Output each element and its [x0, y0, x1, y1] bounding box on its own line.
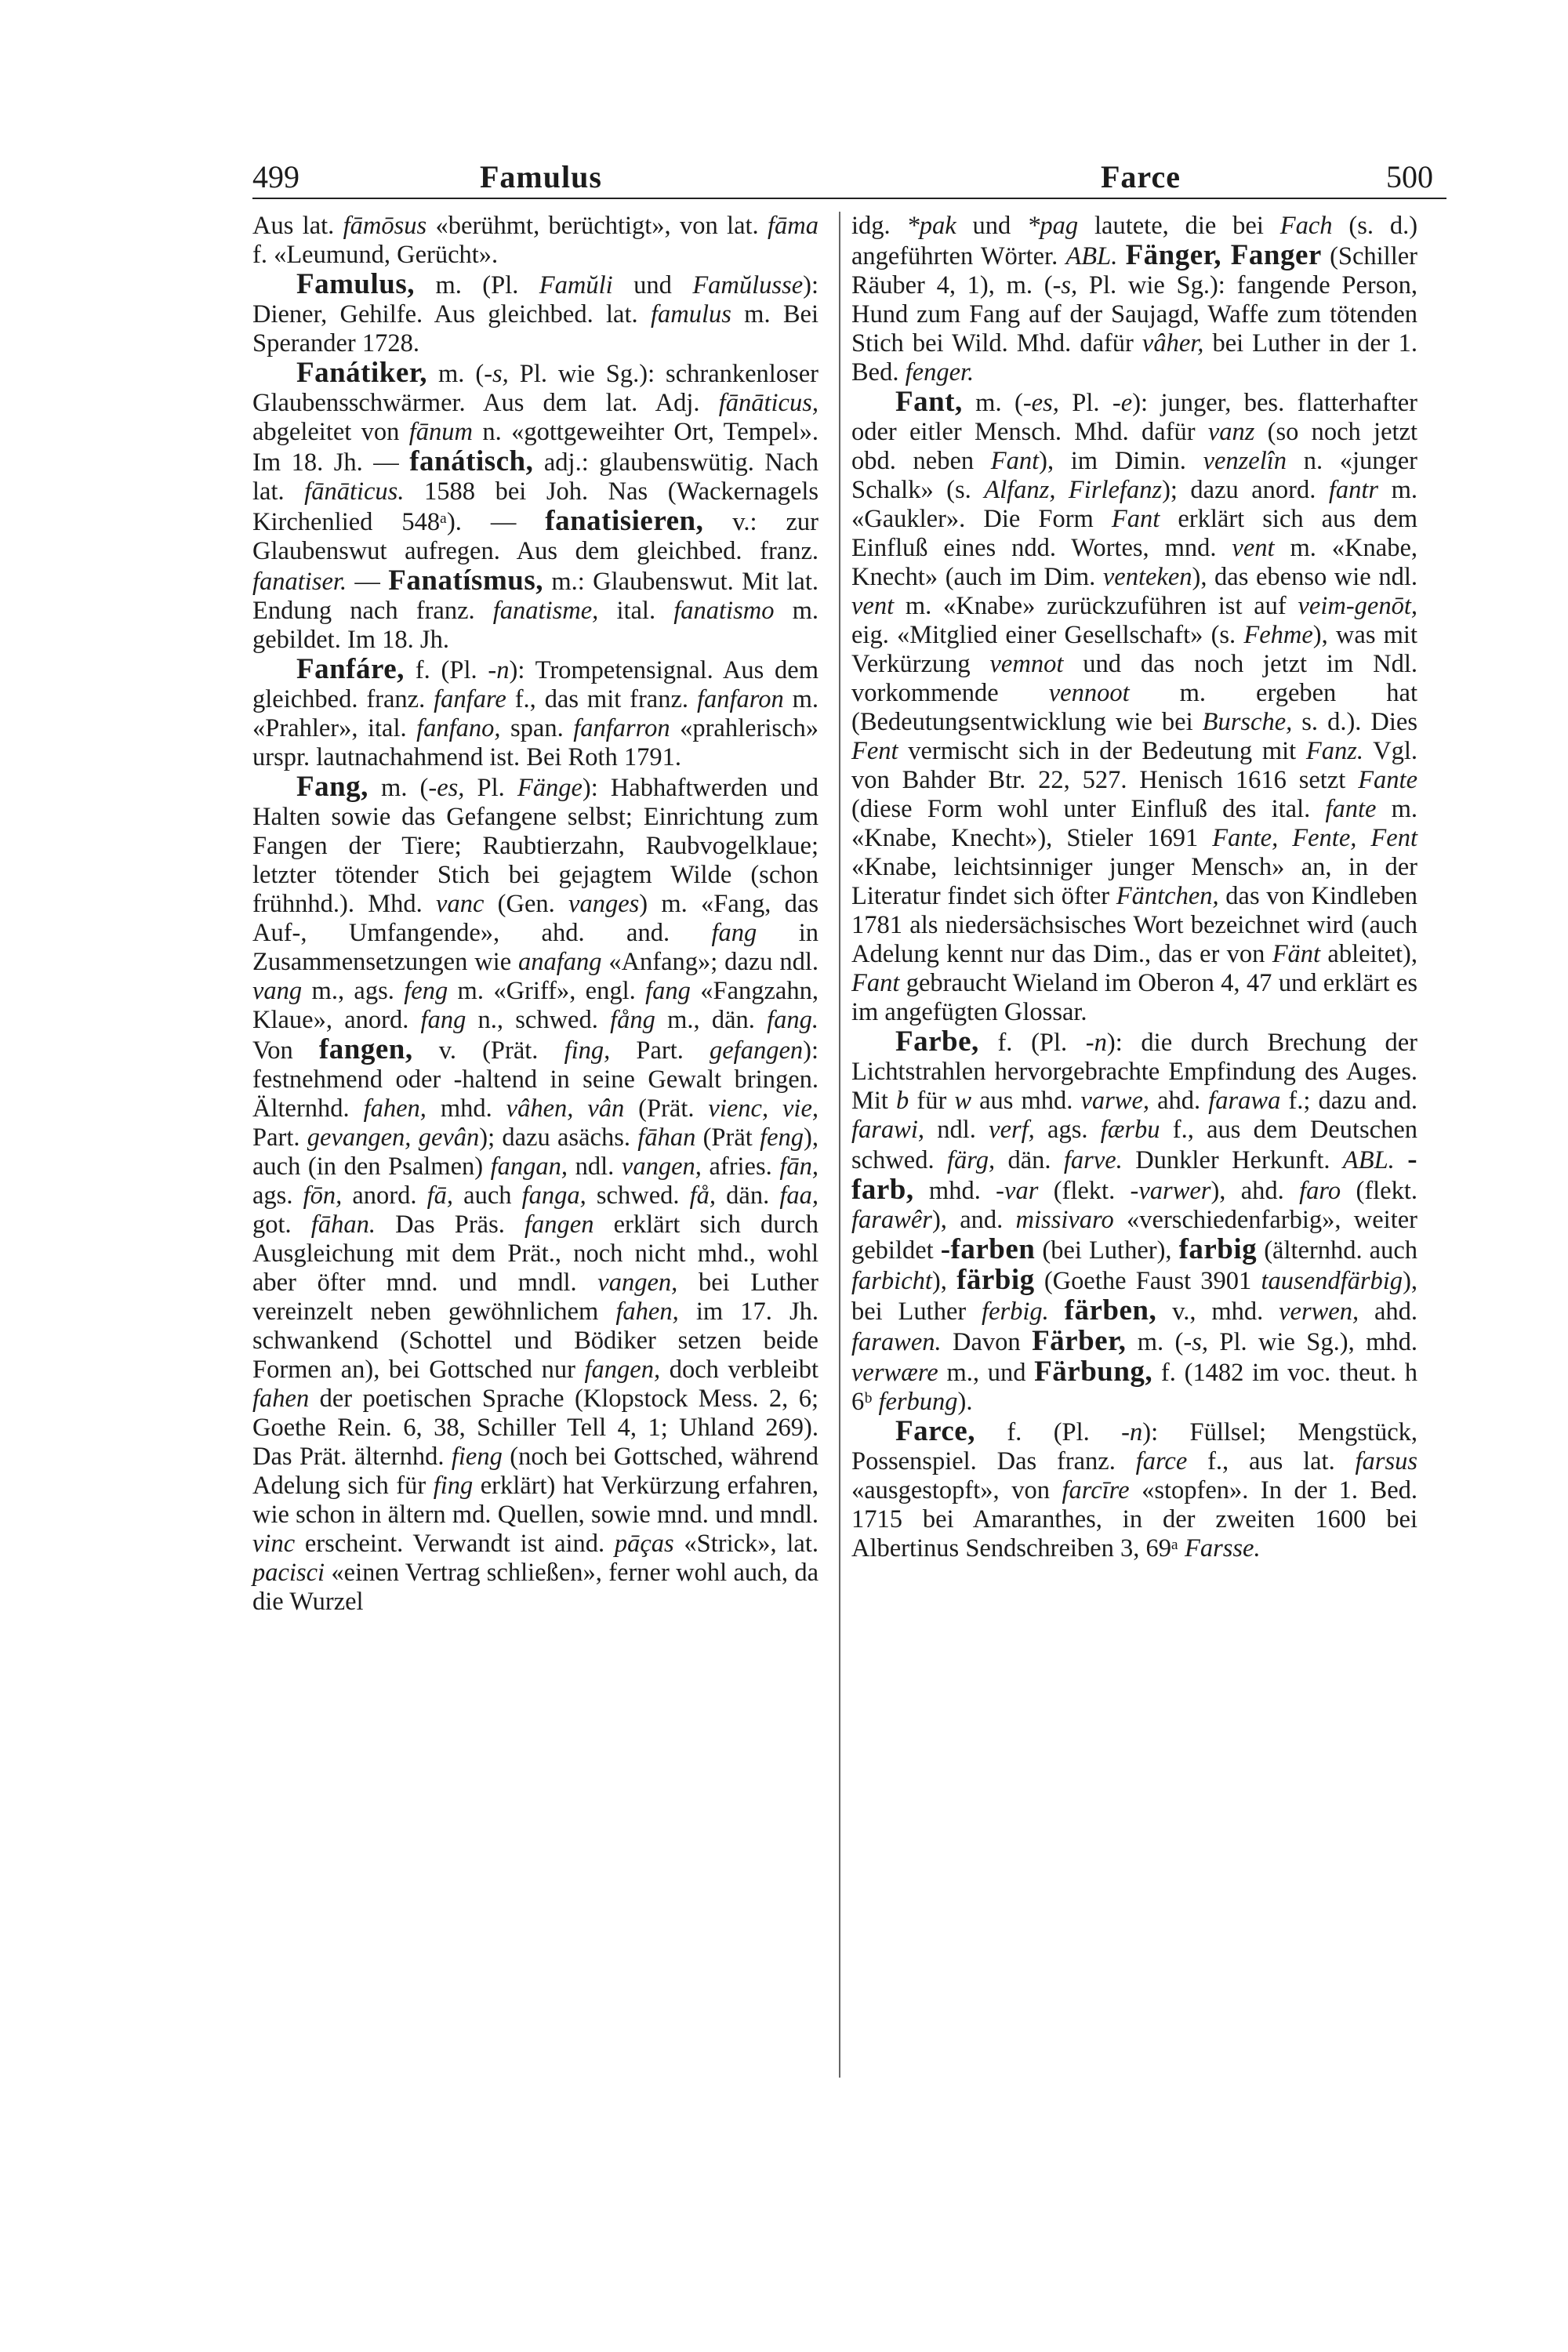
- text-run: ahd.: [1149, 1087, 1209, 1115]
- text-run: ) m. «Fang, das Auf-, Umfangende», ahd. and.: [252, 890, 818, 947]
- text-run: Pl.: [464, 774, 517, 802]
- text-run: und: [956, 212, 1028, 240]
- dictionary-paragraph: [252, 772, 818, 1617]
- italic-form: fang: [711, 919, 757, 947]
- italic-form: færbu: [1100, 1116, 1160, 1144]
- italic-form: Famŭlusse: [692, 271, 804, 299]
- italic-form: fāma: [768, 212, 818, 240]
- text-run: s. d.). Dies: [1292, 708, 1417, 736]
- text-run: «Strick», lat.: [673, 1530, 818, 1558]
- italic-form: fing,: [564, 1036, 611, 1065]
- text-run: [1395, 1146, 1407, 1174]
- text-run: m. «Knabe, Knecht» (auch im Dim.: [851, 534, 1417, 591]
- italic-form: fang: [420, 1006, 466, 1034]
- italic-form: fāhan: [637, 1123, 696, 1152]
- text-run: «Fangzahn, Klaue», anord.: [252, 977, 818, 1034]
- italic-form: vanc: [436, 890, 485, 918]
- italic-form: fanatiser.: [252, 568, 347, 596]
- text-run: das von Kindleben 1781 als niedersächsisches Wort bezeichnet wird (auch Adelung kennt nur das Dim., das er von: [851, 882, 1417, 968]
- right-page-number: 500: [1386, 159, 1433, 194]
- text-run: ndl.: [568, 1152, 622, 1181]
- italic-form: tausendfärbig: [1261, 1267, 1403, 1295]
- text-run: mhd.: [426, 1094, 506, 1123]
- italic-form: anafang: [517, 948, 602, 976]
- text-run: m. (-: [962, 389, 1032, 417]
- text-run: m. «Knabe, Knecht»), Stieler 1691: [851, 795, 1417, 852]
- italic-form: fahen,: [363, 1094, 426, 1123]
- text-run: (Schiller Räuber 4, 1), m. (-: [851, 242, 1417, 299]
- italic-form: fanga,: [521, 1181, 586, 1210]
- text-run: Part.: [252, 1123, 307, 1152]
- text-run: eig. «Mitglied einer Gesellschaft» (s.: [851, 621, 1244, 649]
- italic-form: vanz: [1207, 418, 1255, 446]
- text-run: «einen Vertrag schließen», ferner wohl auch, da die Wurzel: [252, 1559, 818, 1616]
- text-run: m. (-: [427, 360, 493, 388]
- dictionary-paragraph: [851, 1027, 1417, 1417]
- italic-form: s,: [1192, 1328, 1208, 1356]
- text-run: Pl. wie Sg.): schrankenloser Glaubensschwärmer. Aus dem lat. Adj.: [252, 360, 818, 417]
- italic-form: b: [896, 1087, 909, 1115]
- italic-form: Fent: [851, 737, 898, 765]
- italic-form: venteken: [1102, 563, 1192, 591]
- text-run: abgeleitet von: [252, 418, 409, 446]
- dictionary-paragraph: [252, 655, 818, 772]
- text-run: f. (Pl. -: [404, 656, 497, 684]
- italic-form: varwe,: [1080, 1087, 1150, 1115]
- italic-form: missivaro: [1015, 1206, 1114, 1234]
- left-running-title: [480, 154, 602, 201]
- italic-form: Fänt: [1272, 940, 1321, 968]
- italic-form: n: [496, 656, 510, 684]
- italic-form: farawi,: [851, 1116, 925, 1144]
- text-run: m., dän.: [655, 1006, 768, 1034]
- italic-form: fā,: [426, 1181, 454, 1210]
- text-run: bei Luther in der 1. Bed.: [851, 329, 1417, 387]
- headword: Farce,: [895, 1415, 975, 1447]
- italic-form: faro: [1299, 1177, 1341, 1205]
- italic-form: Fach: [1279, 212, 1333, 240]
- italic-form: verf,: [989, 1116, 1035, 1144]
- italic-form: fanfarron: [573, 714, 670, 742]
- text-run: span.: [500, 714, 574, 742]
- text-run: f. (1482 im voc. theut. h 6ᵇ: [851, 1359, 1417, 1416]
- text-run: vermischt sich in der Bedeutung mit: [898, 737, 1306, 765]
- italic-form: fāhan.: [310, 1210, 376, 1239]
- italic-form: fānāticus.: [304, 477, 405, 506]
- italic-form: fangen,: [584, 1356, 661, 1384]
- text-run: ): festnehmend oder -haltend in seine Gewalt bringen. Älternhd.: [252, 1036, 818, 1123]
- text-run: f. (Pl. -: [975, 1418, 1131, 1446]
- text-run: «prahlerisch» urspr. lautnachahmend ist. Bei Roth 1791.: [252, 714, 818, 771]
- italic-form: Farsse.: [1185, 1534, 1261, 1563]
- text-run: m., und: [938, 1359, 1035, 1387]
- dictionary-paragraph: [851, 212, 1417, 387]
- italic-form: verwen,: [1279, 1298, 1359, 1326]
- dictionary-paragraph: [252, 212, 818, 270]
- italic-form: gevangen, gevân: [307, 1123, 480, 1152]
- italic-form: vent: [851, 592, 895, 620]
- headword: farbig: [1178, 1233, 1258, 1265]
- text-run: ), bei Luther: [851, 1267, 1418, 1326]
- text-run: (bei Luther),: [1035, 1236, 1179, 1265]
- headword: Fang,: [296, 771, 368, 803]
- text-run: «Knabe, leichtsinniger junger Mensch» an, in der Literatur findet sich öfter: [851, 853, 1417, 910]
- text-run: Vgl. von Bahder Btr. 22, 527. Henisch 1616 setzt: [851, 737, 1418, 794]
- italic-form: es,: [437, 774, 465, 802]
- text-run: f., aus dem Deutschen schwed.: [851, 1116, 1417, 1174]
- italic-form: verwære: [851, 1359, 938, 1387]
- text-run: m. «Prahler», ital.: [252, 685, 819, 742]
- text-run: «verschiedenfarbig», weiter gebildet: [851, 1206, 1417, 1265]
- text-run: f., aus lat.: [1187, 1447, 1356, 1475]
- text-run: got.: [252, 1210, 311, 1239]
- text-run: ): die durch Brechung der Lichtstrahlen hervorgebrachte Empfindung des Auges. Mit: [851, 1029, 1417, 1115]
- text-run: Pl. wie Sg.): fangende Person, Hund zum Fang auf der Saujagd, Waffe zum tötenden Stich bei Wild. Mhd. dafür: [851, 271, 1417, 358]
- text-run: v., mhd.: [1156, 1298, 1279, 1326]
- left-page-number: 499: [252, 159, 299, 194]
- headword: Fanfáre,: [296, 653, 405, 685]
- italic-form: feng: [404, 977, 448, 1005]
- text-run: (Gen.: [484, 890, 569, 918]
- text-run: «Anfang»; dazu ndl.: [601, 948, 818, 976]
- headword: Famulus,: [296, 268, 416, 300]
- italic-form: vang: [252, 977, 303, 1005]
- italic-form: vâhen, vân: [506, 1094, 625, 1123]
- italic-form: *pag: [1027, 212, 1079, 240]
- italic-form: vinc: [252, 1530, 296, 1558]
- text-run: m. ergeben hat (Bedeutungsentwicklung wie bei: [851, 679, 1417, 736]
- text-run: ): Füllsel; Mengstück, Possenspiel. Das franz.: [851, 1418, 1418, 1475]
- italic-form: fahen,: [615, 1298, 679, 1326]
- italic-form: famulus: [650, 300, 731, 328]
- text-run: auch: [453, 1181, 522, 1210]
- italic-form: vent: [1232, 534, 1275, 562]
- text-run: im 17. Jh. schwankend (Schottel und Bödiker setzen beide Formen an), bei Gottsched nur: [252, 1298, 818, 1384]
- headword: Fanatísmus,: [388, 564, 544, 597]
- text-run: m. «Gaukler». Die Form: [851, 476, 1417, 533]
- text-run: (flekt. -: [1038, 1177, 1139, 1205]
- text-run: der poetischen Sprache (Klopstock Mess. 2, 6; Goethe Rein. 6, 38, Schiller Tell 4, 1; Uhland 269). Das Prät. älternhd.: [252, 1385, 818, 1471]
- italic-form: ABL.: [1342, 1146, 1395, 1174]
- text-run: m. gebildet. Im 18. Jh.: [252, 597, 819, 654]
- italic-form: fanfano,: [416, 714, 501, 742]
- text-run: ital.: [598, 597, 674, 625]
- text-run: n. «junger Schalk» (s.: [851, 447, 1417, 504]
- italic-form: Fant: [851, 969, 900, 997]
- text-run: ), im Dimin.: [1039, 447, 1203, 475]
- text-run: n., schwed.: [466, 1006, 611, 1034]
- text-run: «berühmt, berüchtigt», von lat.: [426, 212, 768, 240]
- italic-form: farawen.: [851, 1328, 942, 1356]
- italic-form: Fänge: [517, 774, 583, 802]
- text-run: Von: [252, 1036, 319, 1065]
- italic-form: vennoot: [1048, 679, 1130, 707]
- italic-form: fang: [645, 977, 691, 1005]
- italic-form: vienc, vie,: [708, 1094, 818, 1123]
- headword: Farbe,: [895, 1025, 979, 1058]
- italic-form: fanfaron: [696, 685, 784, 713]
- italic-form: s,: [1061, 271, 1078, 299]
- italic-form: pacisci: [252, 1559, 325, 1587]
- text-run: v.: zur Glaubenswut aufregen. Aus dem gleichbed. franz.: [252, 508, 818, 565]
- text-run: ahd.: [1359, 1298, 1417, 1326]
- headword: färben,: [1064, 1294, 1157, 1327]
- text-run: m. (-: [1126, 1328, 1192, 1356]
- text-run: m.: Glaubenswut. Mit lat. Endung nach franz.: [252, 568, 819, 625]
- text-run: (Prät: [695, 1123, 760, 1152]
- text-run: (flekt.: [1341, 1177, 1417, 1205]
- italic-form: gefangen: [710, 1036, 804, 1065]
- text-run: ): Trompetensignal. Aus dem gleichbed. franz.: [252, 656, 819, 713]
- text-run: anord.: [342, 1181, 427, 1210]
- text-run: in Zusammensetzungen wie: [252, 919, 818, 976]
- italic-form: Alfanz, Firlefanz: [984, 476, 1163, 504]
- text-run: erklärt sich aus dem Einfluß eines ndd. Wortes, mnd.: [851, 505, 1417, 562]
- text-run: m. (Pl.: [415, 271, 539, 299]
- text-run: n. «gottgeweihter Ort, Tempel». Im 18. Jh. —: [252, 418, 818, 477]
- italic-form: vanges: [568, 890, 640, 918]
- text-run: für: [909, 1087, 955, 1115]
- italic-form: fantr: [1328, 476, 1379, 504]
- italic-form: fanfare: [434, 685, 506, 713]
- text-run: [1117, 242, 1125, 270]
- italic-form: fānāticus,: [718, 389, 818, 417]
- italic-form: Fehme: [1243, 621, 1313, 649]
- text-run: (älternhd. auch: [1257, 1236, 1417, 1265]
- text-run: ), and.: [931, 1206, 1016, 1234]
- text-run: adj.: glaubenswütig. Nach lat.: [252, 448, 818, 506]
- text-run: (Prät.: [624, 1094, 709, 1123]
- text-run: m., ags.: [302, 977, 405, 1005]
- italic-form: fante: [1325, 795, 1377, 823]
- italic-form: vangen,: [597, 1269, 678, 1297]
- text-run: ); dazu asächs.: [479, 1123, 638, 1152]
- italic-form: färg,: [946, 1146, 996, 1174]
- headword: fanatisieren,: [545, 505, 704, 537]
- italic-form: fang.: [767, 1006, 818, 1034]
- text-run: m. (-: [368, 774, 437, 802]
- text-run: (s. d.) angeführten Wörter.: [851, 212, 1418, 270]
- text-run: f. (Pl. -: [978, 1029, 1094, 1057]
- italic-form: es,: [1031, 389, 1059, 417]
- text-run: ags.: [1034, 1116, 1101, 1144]
- italic-form: *pak: [906, 212, 956, 240]
- text-run: und das noch jetzt im Ndl. vorkommende: [851, 650, 1417, 707]
- italic-form: vangen,: [621, 1152, 702, 1181]
- text-run: aus mhd.: [971, 1087, 1081, 1115]
- text-run: doch verbleibt: [660, 1356, 819, 1384]
- text-run: «stopfen». In der 1. Bed. 1715 bei Amaranthes, in der zweiten 1600 bei Albertinus Sendschreiben 3, 69ᵃ: [851, 1476, 1417, 1563]
- left-title-text: Famulus: [480, 159, 602, 194]
- text-run: v. (Prät.: [412, 1036, 564, 1065]
- italic-form: farawêr: [851, 1206, 932, 1234]
- italic-form: fenger.: [905, 358, 975, 387]
- headword: Fant,: [895, 386, 963, 418]
- right-column: [851, 212, 1417, 1563]
- text-run: bei Luther vereinzelt neben gewöhnlichem: [252, 1269, 818, 1326]
- text-run: erscheint. Verwandt ist aind.: [295, 1530, 615, 1558]
- italic-form: var: [1004, 1177, 1039, 1205]
- text-run: afries.: [701, 1152, 780, 1181]
- text-run: «ausgestopft», von: [851, 1476, 1062, 1504]
- text-run: ); dazu anord.: [1162, 476, 1329, 504]
- text-run: dän.: [995, 1146, 1064, 1174]
- italic-form: Bursche,: [1202, 708, 1293, 736]
- text-run: ), was mit Verkürzung: [851, 621, 1417, 678]
- italic-form: Fant: [990, 447, 1040, 475]
- text-run: idg.: [851, 212, 907, 240]
- headword: färbig: [956, 1264, 1035, 1296]
- dictionary-paragraph: [252, 358, 818, 655]
- text-run: —: [347, 568, 389, 596]
- headword: Fänger, Fanger: [1125, 239, 1322, 271]
- text-run: ), ahd.: [1210, 1177, 1300, 1205]
- italic-form: n: [1130, 1418, 1143, 1446]
- text-run: ndl.: [924, 1116, 989, 1144]
- italic-form: ABL.: [1065, 242, 1118, 270]
- headword: Färbung,: [1034, 1356, 1153, 1388]
- italic-form: vâher,: [1142, 329, 1204, 358]
- italic-form: varwer: [1138, 1177, 1211, 1205]
- text-run: und: [612, 271, 693, 299]
- italic-form: pāças: [614, 1530, 674, 1558]
- text-run: gebraucht Wieland im Oberon 4, 47 und erklärt es im angefügten Glossar.: [851, 969, 1417, 1026]
- italic-form: veim-genōt,: [1298, 592, 1417, 620]
- italic-form: Fant: [1111, 505, 1160, 533]
- italic-form: fān,: [779, 1152, 818, 1181]
- right-running-title: [1101, 154, 1181, 201]
- text-run: m. Bei Sperander 1728.: [252, 300, 818, 358]
- italic-form: ferbung: [878, 1388, 958, 1416]
- italic-form: n: [1094, 1029, 1107, 1057]
- text-run: mhd. -: [913, 1177, 1005, 1205]
- text-run: Davon: [941, 1328, 1033, 1356]
- italic-form: fangen: [524, 1210, 594, 1239]
- text-run: m. «Griff», engl.: [448, 977, 646, 1005]
- dictionary-paragraph: [851, 1417, 1417, 1563]
- text-run: (noch bei Gottsched, während Adelung sich für: [252, 1443, 819, 1500]
- italic-form: Fäntchen,: [1116, 882, 1219, 910]
- left-column: [252, 212, 818, 1617]
- text-run: erklärt) hat Verkürzung erfahren, wie schon in ältern md. Quellen, sowie mnd. und mndl.: [252, 1472, 818, 1529]
- italic-form: fing: [433, 1472, 474, 1500]
- italic-form: farsus: [1355, 1447, 1417, 1475]
- text-run: ): Diener, Gehilfe. Aus gleichbed. lat.: [252, 271, 818, 328]
- text-run: [1049, 1298, 1065, 1326]
- italic-form: fahen: [252, 1385, 310, 1413]
- headword: -farb,: [851, 1143, 1418, 1206]
- italic-form: fång: [610, 1006, 655, 1034]
- italic-form: fāmōsus: [343, 212, 427, 240]
- headword: Färber,: [1032, 1325, 1127, 1357]
- text-run: f. «Leumund, Gerücht».: [252, 241, 499, 269]
- italic-form: e: [1120, 389, 1133, 417]
- italic-form: farce: [1135, 1447, 1188, 1475]
- text-run: (Goethe Faust 3901: [1034, 1267, 1261, 1295]
- text-run: ), auch (in den Psalmen): [252, 1123, 818, 1181]
- italic-form: Fante, Fente, Fent: [1212, 824, 1417, 852]
- text-run: ), das ebenso wie ndl.: [1192, 563, 1417, 591]
- italic-form: ferbig.: [982, 1298, 1049, 1326]
- header-rule: [252, 198, 1446, 199]
- text-run: Pl. -: [1058, 389, 1121, 417]
- headword: fanátisch,: [409, 445, 534, 477]
- text-run: erklärt sich durch Ausgleichung mit dem Prät., noch nicht mhd., wohl aber öfter mnd. und mndl.: [252, 1210, 819, 1297]
- text-run: Part.: [610, 1036, 710, 1065]
- text-run: ),: [931, 1267, 957, 1295]
- italic-form: vemnot: [989, 650, 1064, 678]
- italic-form: s,: [492, 360, 509, 388]
- headword: -farben: [940, 1233, 1036, 1265]
- text-run: m. «Knabe» zurückzuführen ist auf: [894, 592, 1298, 620]
- right-title-text: Farce: [1101, 159, 1181, 194]
- text-run: f., das mit franz.: [506, 685, 697, 713]
- text-run: dän.: [716, 1181, 780, 1210]
- italic-form: fōn,: [303, 1181, 343, 1210]
- italic-form: farve.: [1063, 1146, 1123, 1174]
- italic-form: farawa: [1208, 1087, 1281, 1115]
- dictionary-paragraph: [252, 270, 818, 358]
- italic-form: farbicht: [851, 1267, 932, 1295]
- italic-form: fieng: [451, 1443, 503, 1471]
- italic-form: venzelîn: [1203, 447, 1287, 475]
- italic-form: få,: [689, 1181, 717, 1210]
- text-run: Das Präs.: [375, 1210, 524, 1239]
- column-divider: [839, 212, 840, 2078]
- text-run: ): junger, bes. flatterhafter oder eitler Mensch. Mhd. dafür: [851, 389, 1417, 446]
- italic-form: Famŭli: [539, 271, 613, 299]
- italic-form: Fante: [1358, 766, 1417, 794]
- text-run: schwed.: [586, 1181, 690, 1210]
- headword: Fanátiker,: [296, 357, 428, 389]
- italic-form: fanatismo: [673, 597, 775, 625]
- headword: fangen,: [318, 1033, 413, 1065]
- italic-form: w: [954, 1087, 972, 1115]
- text-run: ).: [957, 1388, 973, 1416]
- text-run: 1588 bei Joh. Nas (Wackernagels Kirchenlied 548ᵃ). —: [252, 477, 819, 536]
- text-run: f.; dazu and.: [1280, 1087, 1417, 1115]
- italic-form: fānum: [408, 418, 474, 446]
- dictionary-paragraph: [851, 387, 1417, 1027]
- text-run: ): Habhaftwerden und Halten sowie das Gefangene selbst; Einrichtung zum Fangen der Tiere; Raubtierzahn, Raubvogelklaue; letzter tötender Stich bei gejagtem Wilde (schon frühnhd.). Mhd.: [252, 774, 818, 918]
- italic-form: Fanz.: [1305, 737, 1364, 765]
- text-run: Dunkler Herkunft.: [1122, 1146, 1343, 1174]
- text-run: lautete, die bei: [1078, 212, 1280, 240]
- text-run: ags.: [252, 1181, 303, 1210]
- text-run: (so noch jetzt obd. neben: [851, 418, 1417, 475]
- italic-form: fangan,: [490, 1152, 568, 1181]
- italic-form: fanatisme,: [492, 597, 599, 625]
- italic-form: feng: [760, 1123, 804, 1152]
- italic-form: faa,: [779, 1181, 818, 1210]
- italic-form: farcīre: [1062, 1476, 1130, 1504]
- text-run: ableitet),: [1320, 940, 1417, 968]
- text-run: (diese Form wohl unter Einfluß des ital.: [851, 795, 1326, 823]
- text-run: Pl. wie Sg.), mhd.: [1208, 1328, 1417, 1356]
- text-run: Aus lat.: [252, 212, 343, 240]
